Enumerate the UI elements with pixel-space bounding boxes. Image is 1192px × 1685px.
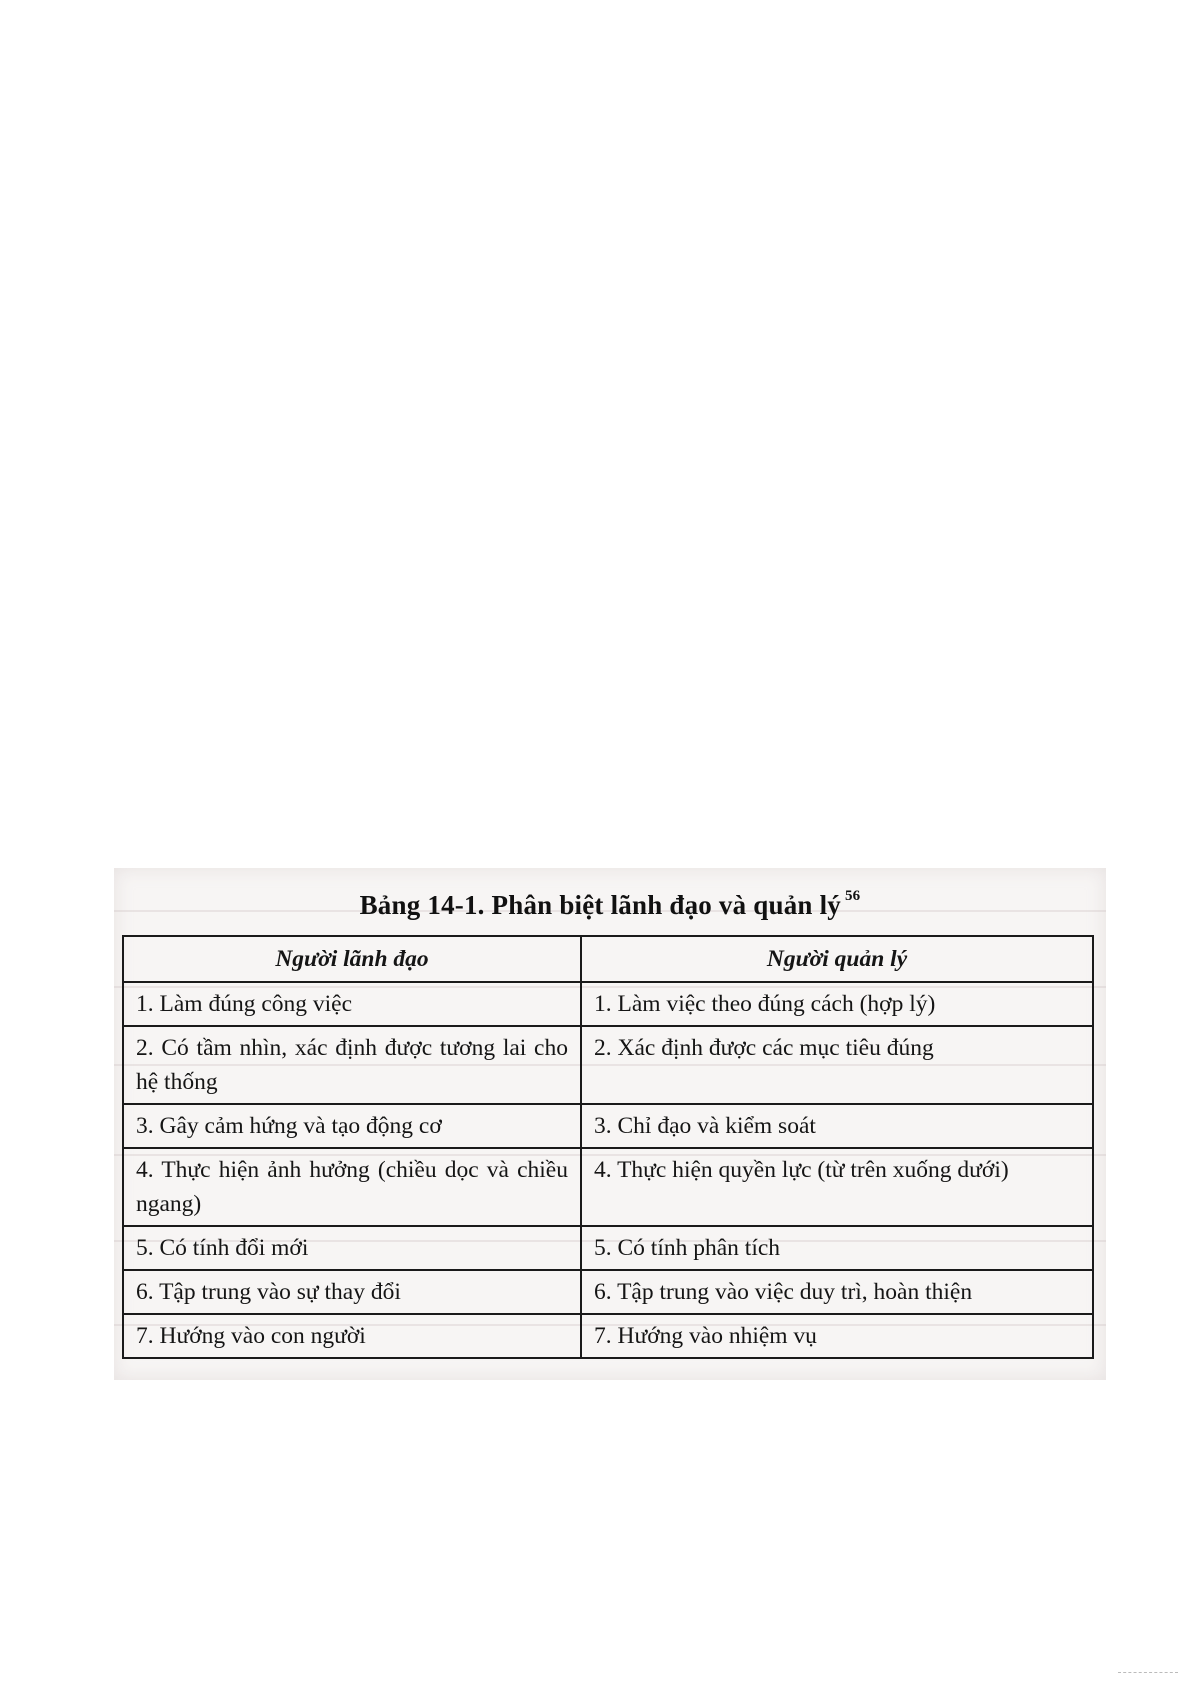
leader-cell: 1. Làm đúng công việc: [123, 982, 581, 1026]
table-row: [123, 1270, 1093, 1314]
table-row: [123, 1314, 1093, 1358]
manager-cell: 4. Thực hiện quyền lực (từ trên xuống dưới): [581, 1148, 1093, 1226]
manager-cell: 5. Có tính phân tích: [581, 1226, 1093, 1270]
leader-cell: 4. Thực hiện ảnh hưởng (chiều dọc và chiều ngang): [123, 1148, 581, 1226]
column-header-leader: Người lãnh đạo: [123, 936, 581, 982]
table-row: [123, 1226, 1093, 1270]
page-edge-mark: [1118, 1672, 1178, 1675]
table-row: [123, 1026, 1093, 1104]
leader-cell: 3. Gây cảm hứng và tạo động cơ: [123, 1104, 581, 1148]
table-title-text: Bảng 14-1. Phân biệt lãnh đạo và quản lý: [359, 890, 841, 920]
leader-cell: 6. Tập trung vào sự thay đổi: [123, 1270, 581, 1314]
leader-cell: 5. Có tính đổi mới: [123, 1226, 581, 1270]
manager-cell: 3. Chỉ đạo và kiểm soát: [581, 1104, 1093, 1148]
manager-cell: 1. Làm việc theo đúng cách (hợp lý): [581, 982, 1093, 1026]
table-row: [123, 1104, 1093, 1148]
scanned-table-region: [114, 868, 1106, 1380]
footnote-reference: 56: [844, 888, 861, 904]
table-header-row: [123, 936, 1093, 982]
table-title: [114, 888, 1106, 921]
comparison-table: [122, 935, 1094, 1359]
manager-cell: 7. Hướng vào nhiệm vụ: [581, 1314, 1093, 1358]
table-row: [123, 982, 1093, 1026]
table-row: [123, 1148, 1093, 1226]
leader-cell: 2. Có tầm nhìn, xác định được tương lai cho hệ thống: [123, 1026, 581, 1104]
leader-cell: 7. Hướng vào con người: [123, 1314, 581, 1358]
manager-cell: 2. Xác định được các mục tiêu đúng: [581, 1026, 1093, 1104]
manager-cell: 6. Tập trung vào việc duy trì, hoàn thiện: [581, 1270, 1093, 1314]
column-header-manager: Người quản lý: [581, 936, 1093, 982]
